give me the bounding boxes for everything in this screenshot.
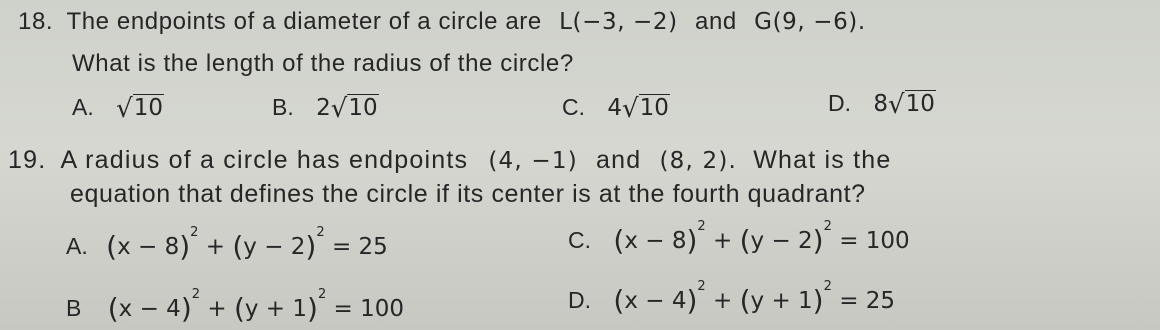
sqrt-10-a: √10	[116, 94, 163, 124]
q19-choice-a: A. $(x - 8)^2 + (y - 2)^2 = 25$	[66, 225, 388, 263]
q18-and: and	[695, 8, 737, 35]
q18-choice-a: A. √10	[72, 94, 163, 124]
equation-a: $(x - 8)^2 + (y - 2)^2 = 25$	[106, 225, 388, 263]
q19-stem-a: A radius of a circle has endpoints	[60, 146, 469, 174]
q19-choice-d: D. $(x - 4)^2 + (y + 1)^2 = 25$	[568, 279, 896, 317]
sqrt-10-d: 8√10	[873, 90, 935, 120]
q18-number: 18.	[18, 8, 54, 35]
q18-point1: L(−3, −2)	[559, 9, 678, 35]
q18-choice-d: D. 8√10	[828, 90, 935, 120]
q18-stem-a: The endpoints of a diameter of a circle are	[66, 8, 542, 35]
q19-line1	[8, 146, 891, 175]
equation-c: $(x - 8)^2 + (y - 2)^2 = 100$	[613, 219, 910, 257]
q18-choice-c: C. 4√10	[562, 94, 669, 124]
equation-b: $(x - 4)^2 + (y + 1)^2 = 100$	[107, 287, 405, 325]
q19-point2: (8, 2).	[659, 148, 738, 174]
sqrt-10-c: 4√10	[607, 94, 669, 124]
q19-number: 19.	[8, 146, 47, 174]
q19-choice-c: C. $(x - 8)^2 + (y - 2)^2 = 100$	[568, 219, 910, 257]
q18-line2: What is the length of the radius of the circle?	[72, 50, 574, 77]
q18-point2: G(9, −6).	[754, 9, 866, 35]
q18-line1	[18, 8, 866, 36]
equation-d: $(x - 4)^2 + (y + 1)^2 = 25$	[613, 279, 896, 317]
sqrt-10-b: 2√10	[316, 94, 378, 124]
q19-and: and	[596, 146, 642, 174]
q19-line2: equation that defines the circle if its center is at the fourth quadrant?	[70, 180, 866, 208]
q18-choice-b: B. 2√10	[272, 94, 378, 124]
q19-choice-b: B $(x - 4)^2 + (y + 1)^2 = 100$	[66, 287, 405, 325]
q19-stem-a-end: What is the	[753, 146, 892, 174]
q19-point1: (4, −1)	[488, 148, 578, 174]
